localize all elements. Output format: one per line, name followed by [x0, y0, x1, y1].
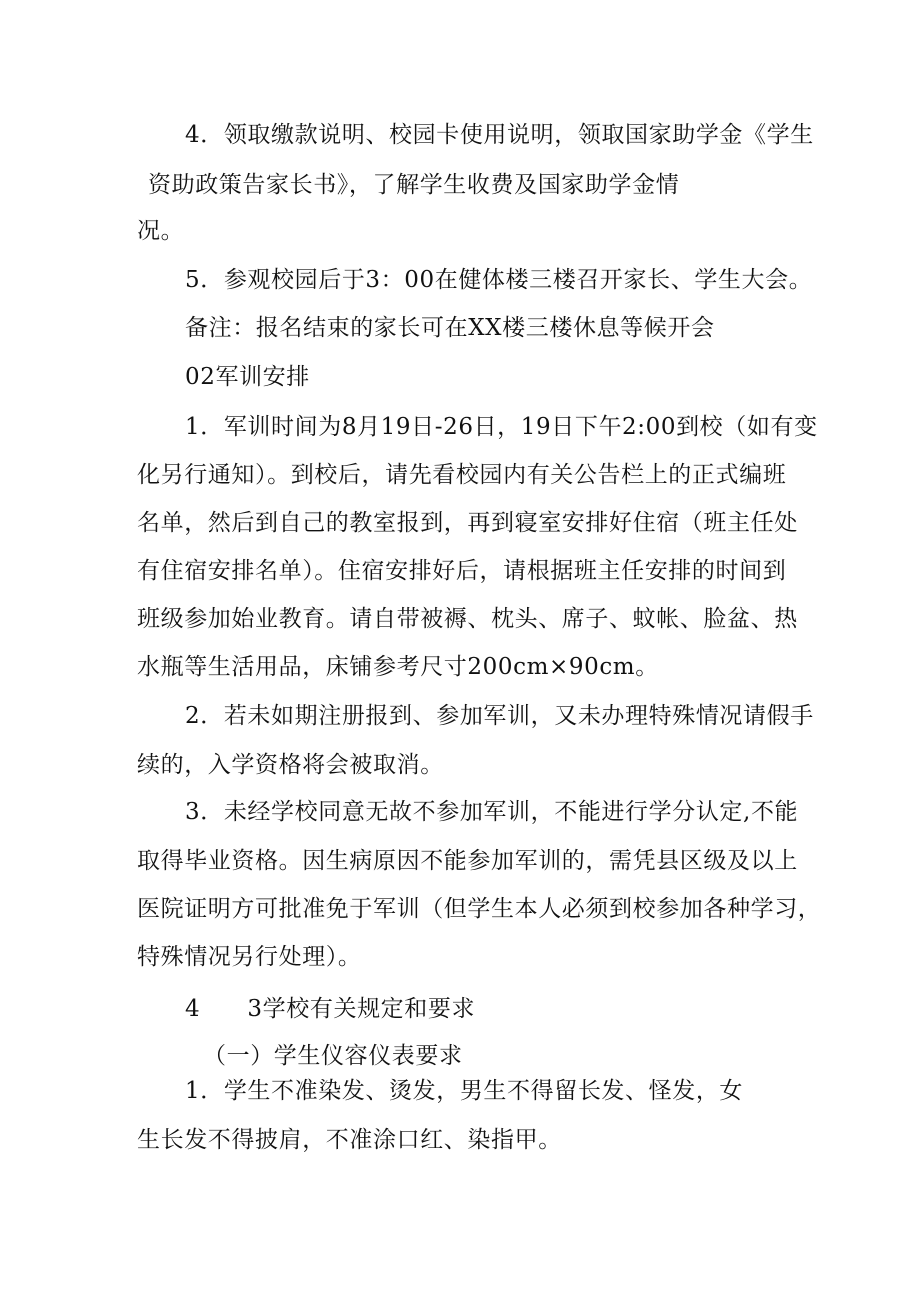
paragraph-line: 资助政策告家长书》，了解学生收费及国家助学金情 [148, 172, 680, 198]
paragraph-line: 生长发不得披肩，不准涂口红、染指甲。 [137, 1127, 562, 1153]
paragraph-line: 有住宿安排名单）。住宿安排好后，请根据班主任安排的时间到 [137, 558, 787, 584]
paragraph-line: 班级参加始业教育。请自带被褥、枕头、席子、蚊帐、脸盆、热 [137, 606, 798, 632]
paragraph-line: 续的，入学资格将会被取消。 [137, 752, 444, 778]
paragraph-line: 况。 [137, 218, 185, 244]
paragraph-line: 名单，然后到自己的教室报到，再到寝室安排好住宿（班主任处 [137, 510, 798, 536]
paragraph-line: 化另行通知）。到校后，请先看校园内有关公告栏上的正式编班 [137, 462, 787, 488]
paragraph-line: 4．领取缴款说明、校园卡使用说明，领取国家助学金《学生 [185, 122, 814, 148]
paragraph-line: 2．若未如期注册报到、参加军训，又未办理特殊情况请假手 [185, 703, 814, 729]
paragraph-line: 医院证明方可批准免于军训（但学生本人必须到校参加各种学习， [137, 896, 822, 922]
paragraph-line: 特殊情况另行处理）。 [137, 944, 362, 970]
paragraph-line: 水瓶等生活用品，床铺参考尺寸200cm×90cm。 [137, 654, 659, 680]
note-line: 备注：报名结束的家长可在XX楼三楼休息等候开会 [185, 315, 715, 341]
paragraph-line: 1．军训时间为8月19日-26日，19日下午2:00到校（如有变 [185, 414, 818, 440]
paragraph-line: 5．参观校园后于3：00在健体楼三楼召开家长、学生大会。 [185, 267, 813, 293]
paragraph-line: 1．学生不准染发、烫发，男生不得留长发、怪发，女 [185, 1078, 744, 1104]
paragraph-line: 3．未经学校同意无故不参加军训，不能进行学分认定,不能 [185, 799, 799, 825]
section-heading: 4 3学校有关规定和要求 [185, 996, 476, 1022]
section-heading: 02军训安排 [185, 364, 310, 390]
paragraph-line: 取得毕业资格。因生病原因不能参加军训的，需凭县区级及以上 [137, 848, 798, 874]
subsection-heading: （一）学生仪容仪表要求 [203, 1043, 463, 1069]
